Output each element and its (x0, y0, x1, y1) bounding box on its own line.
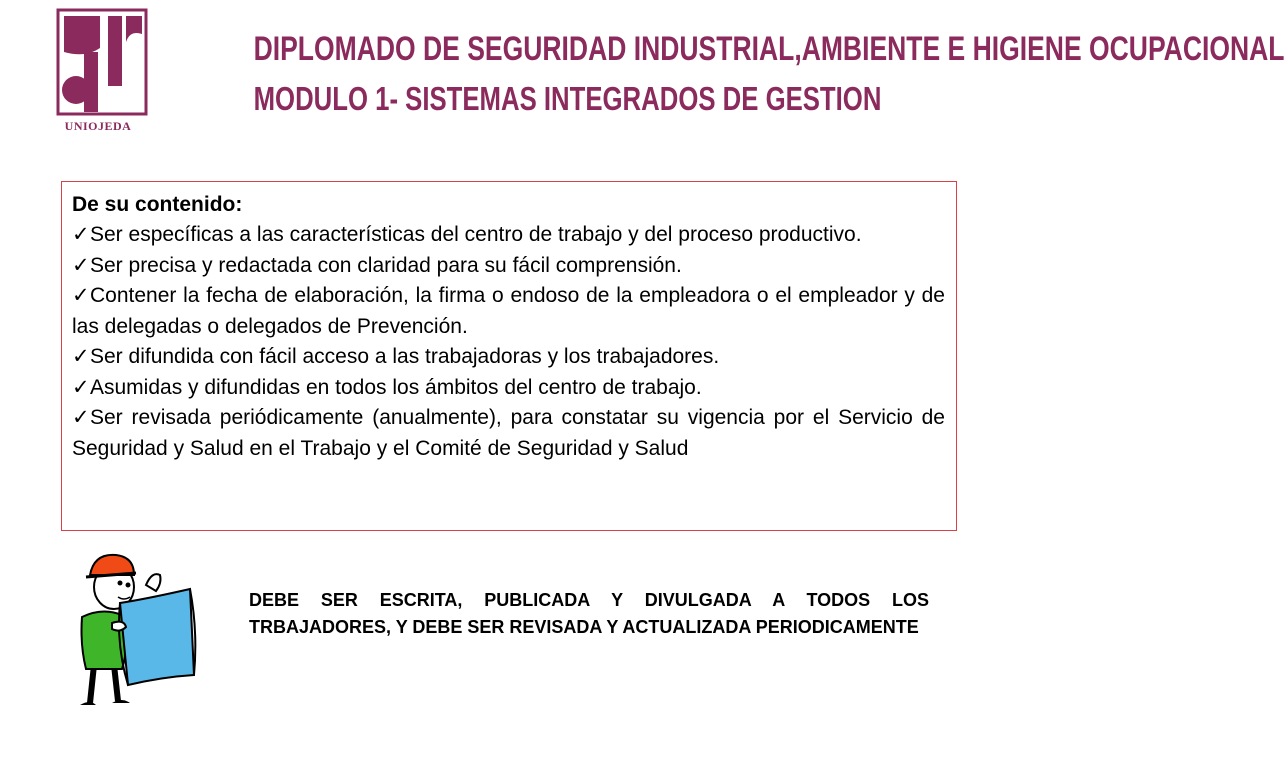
check-mark-icon: ✓ (72, 223, 90, 246)
check-mark-icon: ✓ (72, 253, 90, 277)
list-item-text: Ser específicas a las características del centro de trabajo y del proceso productivo. (90, 223, 862, 246)
check-mark-icon: ✓ (72, 284, 90, 307)
page-title: DIPLOMADO DE SEGURIDAD INDUSTRIAL,AMBIENTE E HIGIENE OCUPACIONAL (253, 30, 1284, 68)
list-item (72, 220, 945, 251)
list-item-text: Ser revisada periódicamente (anualmente), para constatar su vigencia por el Servicio de Seguridad y Salud en el Trabajo y el Comité de Seguridad y Salud (72, 406, 945, 460)
logo-emblem-icon (56, 8, 148, 116)
list-item (72, 281, 945, 342)
page-subtitle: MODULO 1- SISTEMAS INTEGRADOS DE GESTION (253, 80, 882, 117)
check-mark-icon: ✓ (72, 375, 90, 399)
content-box (61, 181, 957, 531)
worker-with-blueprint-icon (72, 545, 202, 715)
list-item-text: Ser precisa y redactada con claridad para su fácil comprensión. (90, 253, 682, 277)
uniojeda-logo (48, 8, 158, 136)
list-item-text: Ser difundida con fácil acceso a las trabajadoras y los trabajadores. (90, 345, 720, 368)
worker-illustration (72, 545, 202, 715)
check-mark-icon: ✓ (72, 406, 90, 429)
list-item (72, 403, 945, 464)
list-item-text: Asumidas y difundidas en todos los ámbitos del centro de trabajo. (90, 375, 702, 399)
list-item (72, 342, 945, 373)
content-heading: De su contenido: (72, 193, 243, 216)
list-item (72, 251, 945, 282)
list-item-text: Contener la fecha de elaboración, la firma o endoso de la empleadora o el empleador y de las delegadas o delegados de Prevención. (72, 284, 945, 338)
list-item (72, 373, 945, 404)
check-mark-icon: ✓ (72, 345, 90, 368)
logo-label: UNIOJEDA (64, 119, 132, 133)
note-text: DEBE SER ESCRITA, PUBLICADA Y DIVULGADA A TODOS LOS TRBAJADORES, Y DEBE SER REVISADA Y ACTUALIZADA PERIODICAMENTE (249, 590, 929, 637)
